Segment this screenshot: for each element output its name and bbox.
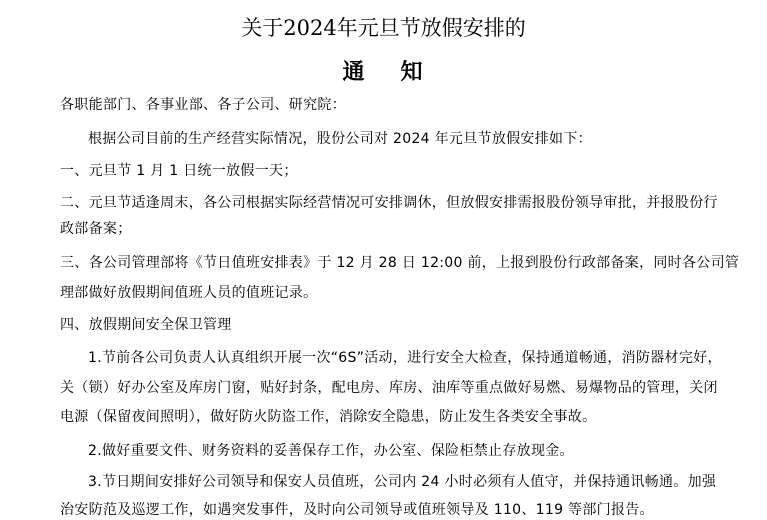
notice-title: 关于2024年元旦节放假安排的	[241, 16, 526, 40]
subitem-3-line-2: 治安防范及巡逻工作，如遇突发事件，及时向公司领导或值班领导及 110、119 等部门报告。	[60, 502, 654, 518]
subitem-2-text: 2.做好重要文件、财务资料的妥善保存工作，办公室、保险柜禁止存放现金。	[88, 443, 574, 459]
notice-subtitle-char-1: 通	[342, 59, 367, 85]
subitem-3-line-1: 3.节日期间安排好公司领导和保安人员值班，公司内 24 小时必须有人值守，并保持通讯畅通。加强	[88, 474, 717, 490]
item-4-heading: 四、放假期间安全保卫管理	[60, 317, 232, 333]
item-2-line-2: 政部备案；	[60, 221, 132, 237]
notice-subtitle-char-2: 知	[400, 59, 425, 85]
item-1-text: 一、元旦节 1 月 1 日统一放假一天；	[60, 163, 298, 179]
subitem-1-line-1: 1.节前各公司负责人认真组织开展一次“6S”活动，进行安全大检查，保持通道畅通，消防器材完好，	[88, 350, 722, 366]
salutation-line: 各职能部门、各事业部、各子公司、研究院：	[60, 97, 346, 113]
intro-paragraph: 根据公司目前的生产经营实际情况，股份公司对 2024 年元旦节放假安排如下：	[88, 131, 592, 147]
subitem-1-line-3: 电源（保留夜间照明），做好防火防盗工作，消除安全隐患，防止发生各类安全事故。	[60, 409, 597, 425]
notice-subtitle	[0, 58, 767, 86]
subitem-1-line-2: 关（锁）好办公室及库房门窗，贴好封条，配电房、库房、油库等重点做好易燃、易爆物品的管理，关闭	[60, 380, 718, 396]
item-3-line-1: 三、各公司管理部将《节日值班安排表》于 12 月 28 日 12:00 前，上报到股份行政部备案，同时各公司管	[60, 255, 740, 271]
item-2-line-1: 二、元旦节适逢周末，各公司根据实际经营情况可安排调休，但放假安排需报股份领导审批，并报股份行	[60, 195, 718, 211]
item-3-line-2: 理部做好放假期间值班人员的值班记录。	[60, 285, 318, 301]
